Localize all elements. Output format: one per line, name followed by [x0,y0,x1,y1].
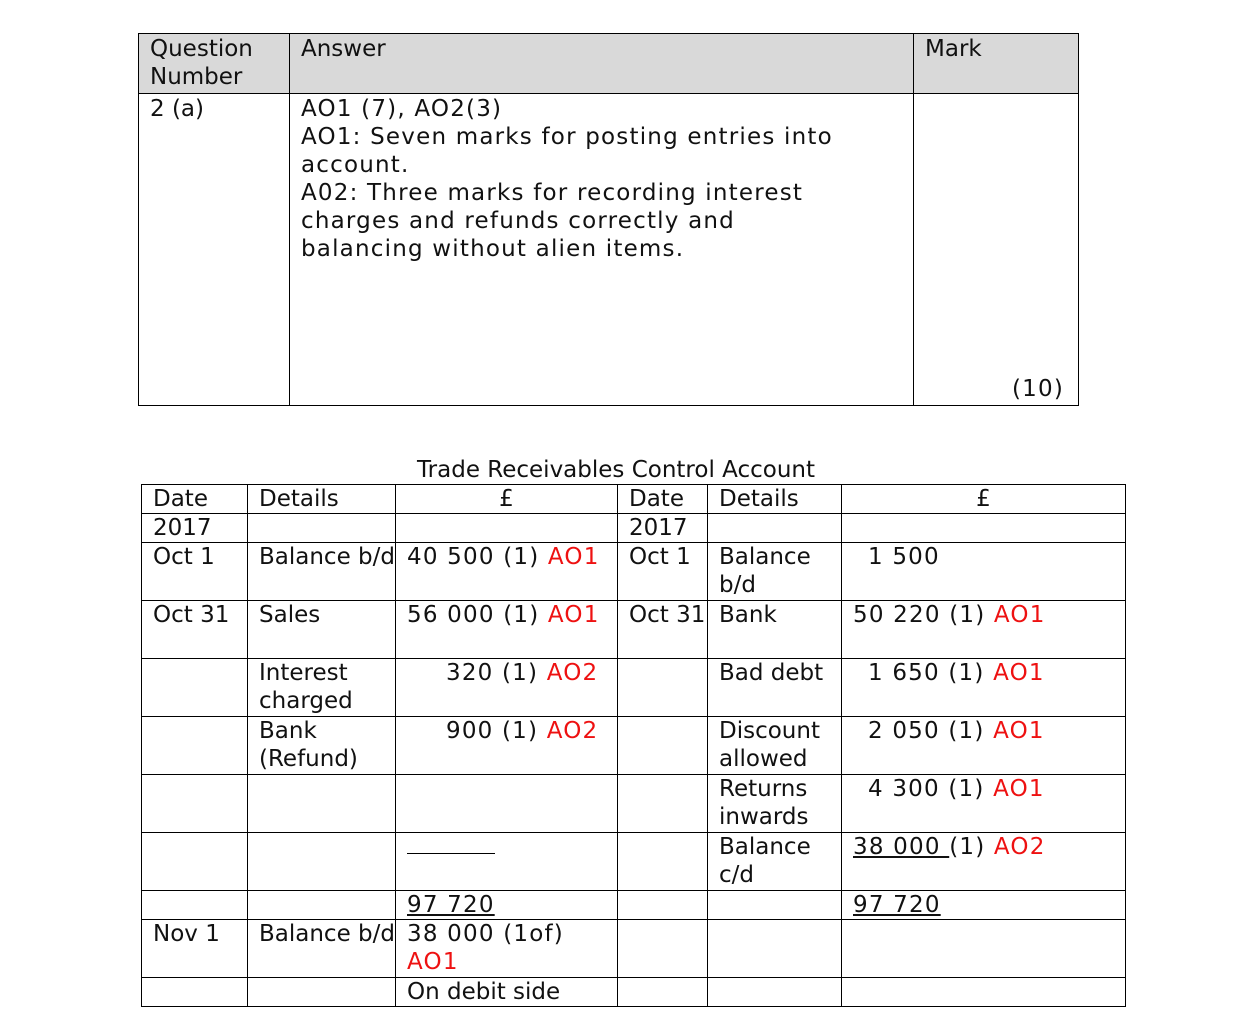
amount-cell [842,543,1126,601]
assessment-code: AO1 [407,949,459,975]
answer-line: account. [301,152,410,178]
amount-cell [842,601,1126,659]
date-header-debit: Date [142,485,248,514]
details-cell: Bank [708,601,842,659]
question-number: 2 (a) [139,94,290,406]
details-cell: Returns inwards [708,775,842,833]
amount-cell [842,659,1126,717]
amount-value: 56 000 (1) [407,602,540,628]
ledger-row [142,601,1126,659]
amount-cell [396,717,618,775]
amount-cell [842,775,1126,833]
assessment-code: AO2 [546,718,599,744]
date-cell: Oct 1 [618,543,708,601]
details-cell: Balance b/d [248,920,396,978]
details-header-debit: Details [248,485,396,514]
ledger-header-row [142,485,1126,514]
year-debit: 2017 [142,514,248,543]
date-header-credit: Date [618,485,708,514]
ledger-table [141,484,1126,1007]
amount-cell [842,833,1126,891]
amount-cell [842,717,1126,775]
total-credit [842,891,1126,920]
total-mark: (10) [1011,376,1064,402]
amount-value: 1 500 [868,544,940,570]
details-cell: Bank (Refund) [248,717,396,775]
amount-value: 4 300 (1) [868,776,985,802]
ledger-title: Trade Receivables Control Account [417,457,816,483]
total-value: 97 720 [407,892,495,918]
assessment-code: AO2 [546,660,599,686]
mark-scheme-body-row [139,94,1079,406]
assessment-code: AO1 [993,776,1045,802]
assessment-code: AO1 [547,544,600,570]
mark-header: Mark [914,34,1079,94]
date-cell: Nov 1 [142,920,248,978]
mark-scheme-header-row [139,34,1079,94]
details-cell: Discount allowed [708,717,842,775]
assessment-code: AO1 [993,718,1045,744]
ledger-note-row [142,978,1126,1007]
blank-total-line-cell [396,833,618,891]
amount-value: 1 650 (1) [868,660,985,686]
ledger-totals-row [142,891,1126,920]
assessment-code: AO1 [993,602,1046,628]
amount-value: 38 000 (1of) [407,921,564,947]
date-cell: Oct 1 [142,543,248,601]
mark-value: (1) [949,834,986,860]
amount-value: 320 (1) [446,660,539,686]
details-cell: Balance b/d [248,543,396,601]
ledger-row [142,717,1126,775]
amount-cell [396,543,618,601]
note-cell: On debit side [396,978,618,1007]
amount-value: 50 220 (1) [853,602,986,628]
date-cell: Oct 31 [142,601,248,659]
amount-value: 38 000 [853,834,950,860]
assessment-code: AO1 [993,660,1045,686]
details-cell: Interest charged [248,659,396,717]
answer-header: Answer [290,34,914,94]
answer-line: charges and refunds correctly and [301,208,735,234]
details-cell: Sales [248,601,396,659]
amount-header-debit: £ [396,485,618,514]
answer-line: balancing without alien items. [301,236,685,262]
amount-header-credit: £ [842,485,1126,514]
total-rule [407,835,495,854]
mark-cell [914,94,1079,406]
assessment-code: AO2 [993,834,1046,860]
mark-scheme-table [138,33,1079,406]
details-cell: Bad debt [708,659,842,717]
answer-line: AO1: Seven marks for posting entries into [301,124,833,150]
ledger-row [142,775,1126,833]
ledger-row [142,920,1126,978]
total-debit [396,891,618,920]
assessment-code: AO1 [547,602,600,628]
details-cell: Balance c/d [708,833,842,891]
amount-value: 900 (1) [446,718,539,744]
ledger-row [142,833,1126,891]
amount-cell [396,659,618,717]
answer-line: AO1 (7), AO2(3) [301,96,503,122]
details-header-credit: Details [708,485,842,514]
amount-cell [396,920,618,978]
answer-line: A02: Three marks for recording interest [301,180,804,206]
question-number-header: Question Number [139,34,290,94]
answer-cell [290,94,914,406]
ledger-year-row [142,514,1126,543]
date-cell: Oct 31 [618,601,708,659]
total-value: 97 720 [853,892,941,918]
amount-value: 2 050 (1) [868,718,985,744]
ledger-row [142,543,1126,601]
year-credit: 2017 [618,514,708,543]
amount-cell [396,601,618,659]
amount-value: 40 500 (1) [407,544,540,570]
ledger-row [142,659,1126,717]
details-cell: Balance b/d [708,543,842,601]
